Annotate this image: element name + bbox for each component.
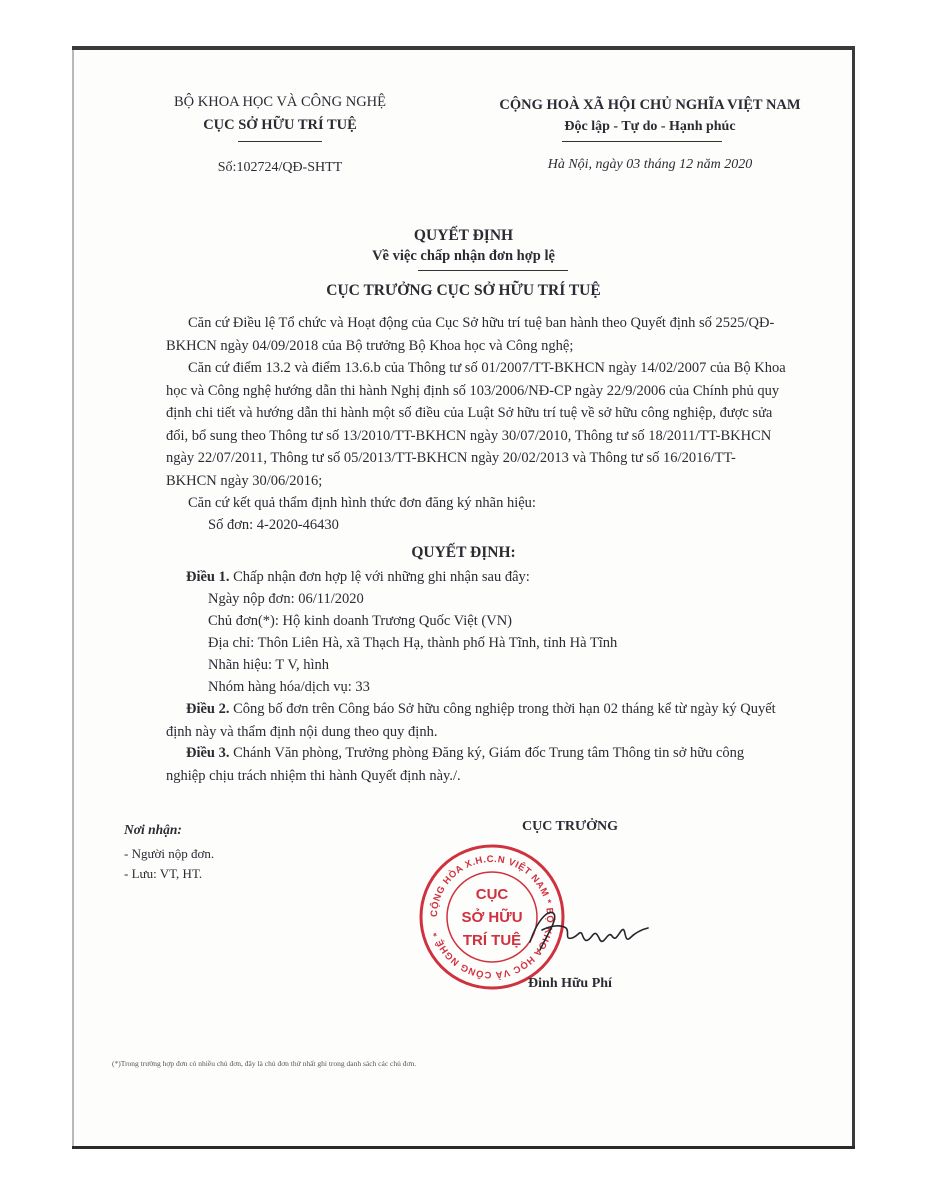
article-3-text: Chánh Văn phòng, Trưởng phòng Đăng ký, Giám đốc Trung tâm Thông tin sở hữu công nghiệp chịu trách nhiệm thi hành Quyết định này./.: [166, 745, 745, 784]
article-2: [166, 698, 786, 743]
article-1: [186, 566, 530, 589]
document-number: Số:102724/QĐ-SHTT: [217, 160, 343, 175]
seal-ring-text: CỘNG HÒA X.H.C.N VIỆT NAM * BỘ KHOA HỌC VÀ CÔNG NGHỆ *: [428, 853, 556, 981]
recipient-item: - Người nộp đơn.: [124, 846, 215, 861]
basis-3: Căn cứ kết quả thẩm định hình thức đơn đăng ký nhãn hiệu:: [188, 495, 536, 511]
republic-title: CỘNG HOÀ XÃ HỘI CHỦ NGHĨA VIỆT NAM: [499, 97, 801, 113]
article-1-text: Chấp nhận đơn hợp lệ với những ghi nhận sau đây:: [229, 569, 530, 585]
seal-line-3: TRÍ TUỆ: [462, 932, 522, 949]
agency-underline: [238, 141, 322, 142]
article-1-label: Điều 1.: [186, 569, 230, 585]
article-3: [166, 742, 786, 787]
basis-1: Căn cứ Điều lệ Tổ chức và Hoạt động của Cục Sở hữu trí tuệ ban hành theo Quyết định số 2525/QĐ-BKHCN ngày 04/09/2018 của Bộ trưởng Bộ Khoa học và Công nghệ;: [166, 315, 775, 354]
issuing-authority: CỤC TRƯỞNG CỤC SỞ HỮU TRÍ TUỆ: [326, 282, 601, 299]
ministry-name: BỘ KHOA HỌC VÀ CÔNG NGHỆ: [173, 94, 386, 110]
trademark: Nhãn hiệu: T V, hình: [208, 657, 329, 673]
subject-underline: [418, 270, 568, 271]
national-motto: Độc lập - Tự do - Hạnh phúc: [564, 119, 736, 134]
article-2-text: Công bố đơn trên Công báo Sở hữu công nghiệp trong thời hạn 02 tháng kể từ ngày ký Quyết định này và thẩm định nội dung theo quy định.: [166, 701, 776, 740]
applicant: Chủ đơn(*): Hộ kinh doanh Trương Quốc Việt (VN): [208, 613, 512, 629]
scan-edge-top: [72, 46, 854, 50]
signer-position: CỤC TRƯỞNG: [521, 819, 619, 834]
document-subject: Về việc chấp nhận đơn hợp lệ: [372, 248, 555, 264]
seal-line-2: SỞ HỮU: [461, 909, 523, 926]
handwritten-signature: [520, 900, 670, 960]
scan-edge-bottom: [72, 1146, 855, 1149]
recipient-item: - Lưu: VT, HT.: [124, 866, 203, 881]
applicant-address: Địa chỉ: Thôn Liên Hà, xã Thạch Hạ, thành phố Hà Tĩnh, tỉnh Hà Tĩnh: [208, 635, 618, 651]
recipients-title: Nơi nhận:: [124, 822, 182, 837]
agency-name: CỤC SỞ HỮU TRÍ TUỆ: [203, 117, 357, 133]
signer-name: Đinh Hữu Phí: [528, 976, 612, 991]
motto-underline: [562, 141, 722, 142]
scan-edge-right: [852, 46, 855, 1146]
goods-services-class: Nhóm hàng hóa/dịch vụ: 33: [208, 679, 370, 695]
seal-line-1: CỤC: [475, 886, 509, 903]
application-number: Số đơn: 4-2020-46430: [208, 517, 339, 533]
article-2-label: Điều 2.: [186, 701, 230, 717]
document-title: QUYẾT ĐỊNH: [413, 227, 514, 244]
footnote: (*)Trong trường hợp đơn có nhiều chủ đơn, đây là chủ đơn thứ nhất ghi trong danh sách các chủ đơn.: [112, 1059, 417, 1068]
filing-date: Ngày nộp đơn: 06/11/2020: [208, 591, 364, 607]
decision-heading: QUYẾT ĐỊNH:: [411, 544, 516, 561]
basis-2: Căn cứ điểm 13.2 và điểm 13.6.b của Thông tư số 01/2007/TT-BKHCN ngày 14/02/2007 của Bộ Khoa học và Công nghệ hướng dẫn thi hành Nghị định số 103/2006/NĐ-CP ngày 22/9/2006 của Chính phủ quy định chi tiết và hướng dẫn thi hành một số điều của Luật Sở hữu trí tuệ về sở hữu công nghiệp, được sửa đổi, bổ sung theo Thông tư số 13/2010/TT-BKHCN ngày 30/07/2010, Thông tư số 18/2011/TT-BKHCN ngày 22/07/2011, Thông tư số 05/2013/TT-BKHCN ngày 20/02/2013 và Thông tư số 16/2016/TT-BKHCN ngày 30/06/2016;: [166, 360, 786, 489]
place-date: Hà Nội, ngày 03 tháng 12 năm 2020: [547, 157, 753, 172]
article-3-label: Điều 3.: [186, 745, 230, 761]
